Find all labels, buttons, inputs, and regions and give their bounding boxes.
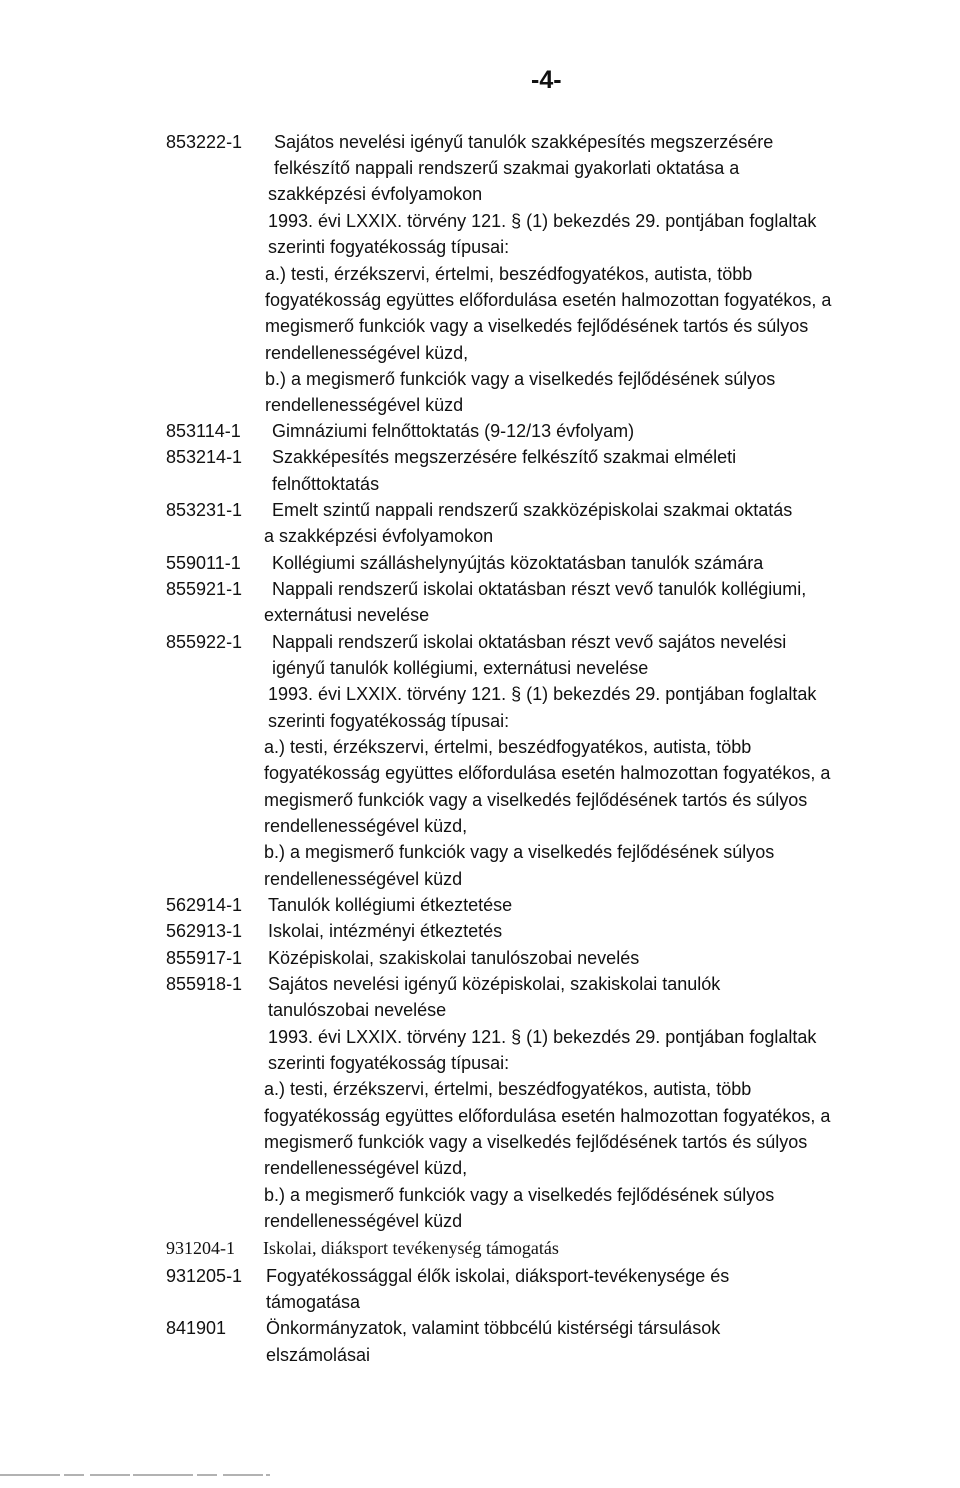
footer-scan-line (0, 1470, 960, 1480)
entry-code: 841901 (166, 1318, 227, 1338)
entry-text-line: megismerő funkciók vagy a viselkedés fejlődésének tartós és súlyos (264, 1132, 808, 1152)
entry-title: Gimnáziumi felnőttoktatás (9-12/13 évfolyam) (272, 421, 635, 441)
entry-text-line: rendellenességével küzd, (264, 1158, 468, 1178)
entry-text-line: 1993. évi LXXIX. törvény 121. § (1) bekezdés 29. pontjában foglaltak (268, 684, 817, 704)
entry-title: Középiskolai, szakiskolai tanulószobai nevelés (268, 948, 640, 968)
entry-code: 853114-1 (166, 421, 241, 441)
entry-title: Fogyatékossággal élők iskolai, diáksport-tevékenysége és (266, 1266, 730, 1286)
entry-title: Sajátos nevelési igényű tanulók szakképesítés megszerzésére (274, 132, 774, 152)
entry-text-line: tanulószobai nevelése (268, 1000, 447, 1020)
entry-text-line: rendellenességével küzd (264, 869, 463, 889)
entry-code: 855921-1 (166, 579, 243, 599)
entry-text-line: felkészítő nappali rendszerű szakmai gyakorlati oktatása a (274, 158, 740, 178)
entry-text-line: b.) a megismerő funkciók vagy a viselkedés fejlődésének súlyos (264, 1185, 775, 1205)
entry-text-line: igényű tanulók kollégiumi, externátusi nevelése (272, 658, 649, 678)
entry-title: Emelt szintű nappali rendszerű szakközépiskolai szakmai oktatás (272, 500, 793, 520)
entry-text-line: fogyatékosság együttes előfordulása esetén halmozottan fogyatékos, a (264, 1106, 831, 1126)
entry-text-line: externátusi nevelése (264, 605, 430, 625)
entry-text-line: a.) testi, érzékszervi, értelmi, beszédfogyatékos, autista, több (264, 1079, 752, 1099)
entry-code: 562914-1 (166, 895, 243, 915)
entry-code: 855918-1 (166, 974, 243, 994)
entry-text-line: szerinti fogyatékosság típusai: (268, 1053, 510, 1073)
entry-text-line: fogyatékosság együttes előfordulása esetén halmozottan fogyatékos, a (264, 763, 831, 783)
entry-text-line: szerinti fogyatékosság típusai: (268, 711, 510, 731)
entry-text-line: b.) a megismerő funkciók vagy a viselkedés fejlődésének súlyos (264, 842, 775, 862)
entry-title: Tanulók kollégiumi étkeztetése (268, 895, 513, 915)
entry-text-line: a.) testi, érzékszervi, értelmi, beszédfogyatékos, autista, több (264, 737, 752, 757)
entry-code: 931205-1 (166, 1266, 243, 1286)
entry-text-line: fogyatékosság együttes előfordulása esetén halmozottan fogyatékos, a (265, 290, 832, 310)
entry-text-line: 1993. évi LXXIX. törvény 121. § (1) bekezdés 29. pontjában foglaltak (268, 1027, 817, 1047)
entry-code: 562913-1 (166, 921, 243, 941)
entry-code: 853222-1 (166, 132, 243, 152)
entry-code: 855917-1 (166, 948, 243, 968)
entry-code: 931204-1 (166, 1238, 235, 1258)
entry-text-line: szakképzési évfolyamokon (268, 184, 483, 204)
entry-text-line: a.) testi, érzékszervi, értelmi, beszédfogyatékos, autista, több (265, 264, 753, 284)
entry-text-line: 1993. évi LXXIX. törvény 121. § (1) bekezdés 29. pontjában foglaltak (268, 211, 817, 231)
entry-code: 853231-1 (166, 500, 243, 520)
entry-title: Nappali rendszerű iskolai oktatásban részt vevő sajátos nevelési (272, 632, 787, 652)
entry-text-line: elszámolásai (266, 1345, 371, 1365)
entry-title: Szakképesítés megszerzésére felkészítő szakmai elméleti (272, 447, 737, 467)
entry-text-line: rendellenességével küzd, (264, 816, 468, 836)
entry-text-line: megismerő funkciók vagy a viselkedés fejlődésének tartós és súlyos (265, 316, 809, 336)
entry-title: Nappali rendszerű iskolai oktatásban részt vevő tanulók kollégiumi, (272, 579, 807, 599)
entry-text-line: b.) a megismerő funkciók vagy a viselkedés fejlődésének súlyos (265, 369, 776, 389)
entry-title: Sajátos nevelési igényű középiskolai, szakiskolai tanulók (268, 974, 721, 994)
entry-text-line: felnőttoktatás (272, 474, 380, 494)
page-number: -4- (531, 66, 562, 94)
entry-text-line: rendellenességével küzd (265, 395, 464, 415)
entry-text-line: megismerő funkciók vagy a viselkedés fejlődésének tartós és súlyos (264, 790, 808, 810)
entry-code: 855922-1 (166, 632, 243, 652)
entry-title: Kollégiumi szálláshelynyújtás közoktatásban tanulók számára (272, 553, 764, 573)
entry-text-line: a szakképzési évfolyamokon (264, 526, 494, 546)
entry-text-line: rendellenességével küzd, (265, 343, 469, 363)
entry-code: 853214-1 (166, 447, 243, 467)
entry-text-line: támogatása (266, 1292, 361, 1312)
entry-title: Iskolai, intézményi étkeztetés (268, 921, 503, 941)
entry-text-line: rendellenességével küzd (264, 1211, 463, 1231)
entry-code: 559011-1 (166, 553, 241, 573)
entry-title: Iskolai, diáksport tevékenység támogatás (263, 1238, 559, 1258)
entry-title: Önkormányzatok, valamint többcélú kistérségi társulások (266, 1318, 721, 1338)
entry-text-line: szerinti fogyatékosság típusai: (268, 237, 510, 257)
